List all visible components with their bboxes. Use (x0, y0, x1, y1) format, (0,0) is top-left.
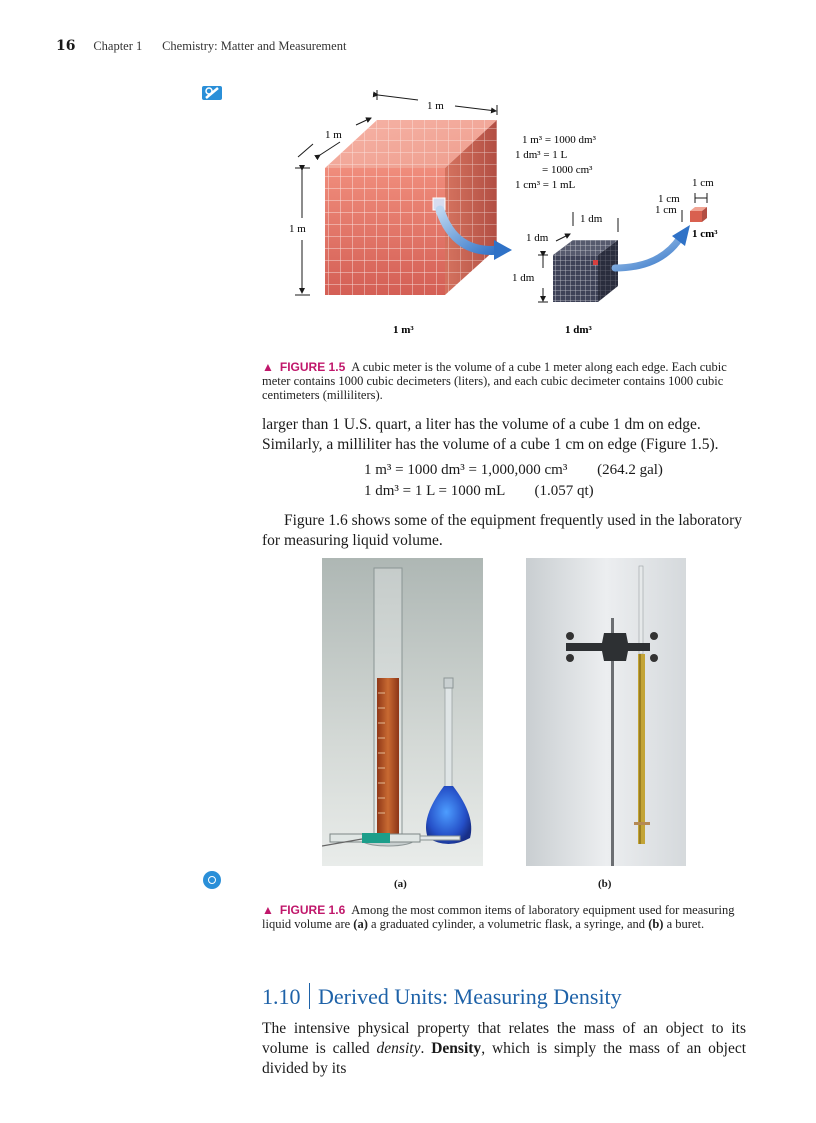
figure-1-6-caption-b: (b) (648, 917, 664, 931)
density-period: . (420, 1040, 425, 1057)
chapter-title: Chemistry: Matter and Measurement (162, 39, 347, 53)
density-term-bold: Density (431, 1040, 482, 1057)
mid-cube-left-label: 1 dm (512, 272, 535, 284)
section-title: Derived Units: Measuring Density (318, 984, 622, 1009)
figure-1-6-caption-text-3: a buret. (666, 917, 705, 931)
big-cube-left-label: 1 m (289, 223, 306, 235)
mid-cube-name: 1 dm³ (565, 324, 592, 336)
figure-1-5-cube-diagram (280, 80, 740, 342)
paragraph-figure-1-6-intro: Figure 1.6 shows some of the equipment frequently used in the laboratory for measuring liquid volume. (262, 512, 743, 549)
fig-eq-line2: 1 dm³ = 1 L (515, 149, 568, 161)
density-term-italic: density (376, 1040, 421, 1057)
figure-1-6-caption-text-1: Among the most common items of laboratory equipment used for measuring liquid volume are (262, 903, 735, 931)
big-cube-top-label: 1 m (427, 100, 444, 112)
big-cube-name: 1 m³ (393, 324, 414, 336)
photo-graduated-cylinder-flask-syringe (322, 558, 483, 866)
chapter-label: Chapter 1 (93, 39, 143, 53)
fig-eq-line4: 1 cm³ = 1 mL (515, 179, 576, 191)
mid-cube-top-label: 1 dm (580, 213, 603, 225)
small-cube-top-label: 1 cm (692, 177, 714, 189)
figure-1-6-caption (262, 903, 738, 931)
section-divider (309, 983, 311, 1009)
paragraph-liter-milliliter: larger than 1 U.S. quart, a liter has the volume of a cube 1 dm on edge. Similarly, a milliliter has the volume of a cube 1 cm on edge (Figure 1.5). (262, 416, 719, 453)
running-header (56, 38, 346, 54)
figure-1-5-caption (262, 360, 734, 402)
density-rest: , which is simply the mass of an object divided by its (262, 1040, 747, 1077)
equation-1-right: (264.2 gal) (597, 462, 663, 478)
figure-1-6-caption-text-2: a graduated cylinder, a volumetric flask, a syringe, and (371, 917, 646, 931)
equation-2-left: 1 dm³ = 1 L = 1000 mL (364, 483, 505, 499)
section-heading (262, 983, 622, 1010)
equation-1-left: 1 m³ = 1000 dm³ = 1,000,000 cm³ (364, 462, 568, 478)
fig-eq-line1: 1 m³ = 1000 dm³ (522, 134, 596, 146)
small-cube-depth-label: 1 cm (658, 193, 680, 205)
animation-icon[interactable] (200, 82, 224, 104)
figure-1-6-label: FIGURE 1.6 (279, 903, 346, 917)
caption-triangle-icon: ▲ (262, 903, 274, 917)
mid-cube-depth-label: 1 dm (526, 232, 549, 244)
big-cube-depth-label: 1 m (325, 129, 342, 141)
equation-2 (364, 483, 594, 500)
small-cube-left-label: 1 cm (655, 204, 677, 216)
fig-eq-line3: = 1000 cm³ (542, 164, 593, 176)
figure-1-5-label: FIGURE 1.5 (279, 360, 346, 374)
photo-buret (526, 558, 686, 866)
caption-triangle-icon: ▲ (262, 360, 274, 374)
equation-2-right: (1.057 qt) (534, 483, 594, 499)
equation-1 (364, 462, 663, 479)
small-cube-name: 1 cm³ (692, 228, 718, 240)
video-icon[interactable] (203, 871, 221, 889)
page-number: 16 (56, 38, 76, 54)
figure-1-6-caption-a: (a) (353, 917, 368, 931)
paragraph-density-definition (262, 1019, 746, 1079)
figure-1-6-label-b: (b) (598, 878, 612, 890)
figure-1-6-label-a: (a) (394, 878, 407, 890)
density-intro: The intensive physical property that relates the mass of an object to its volume is called (262, 1020, 746, 1057)
section-number: 1.10 (262, 984, 301, 1009)
figure-1-5-caption-text: A cubic meter is the volume of a cube 1 meter along each edge. Each cubic meter contains 1000 cubic decimeters (liters), and each cubic decimeter contains 1000 cubic centimeters (milliliters). (262, 360, 727, 402)
